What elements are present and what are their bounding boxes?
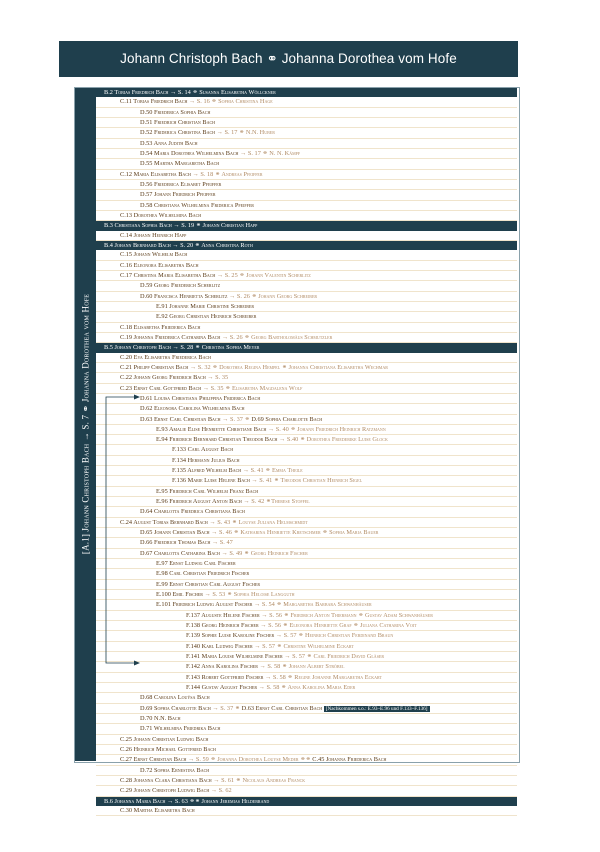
person-row — [96, 118, 517, 128]
person-row — [96, 415, 517, 425]
person-name: C.11 Tobias Friedrich Bach — [120, 98, 188, 106]
page-reference-link[interactable]: → S. 46 ⚭ Katharina Henriette Kretschmer ⚭ Sophia Maria Bauer — [209, 529, 379, 537]
person-name: E.92 Georg Christian Heinrich Schreiber — [156, 313, 257, 321]
person-row — [96, 755, 517, 765]
person-name: F.136 Marie Luise Helene Bach — [172, 477, 250, 485]
person-name: D.66 Friedrich Thomas Bach — [140, 539, 211, 547]
person-row — [96, 333, 517, 343]
person-name: C.13 Dorothea Wilhelmina Bach — [120, 211, 202, 219]
person-name: D.69 Sophia Charlotte Bach — [140, 704, 211, 712]
person-row — [96, 231, 517, 241]
person-name: B.2 Tobias Friedrich Bach → S. 14 ⚭ Susanna Elisabetha Wöllckner — [104, 89, 276, 96]
person-row — [96, 180, 517, 190]
person-row — [96, 786, 517, 796]
person-name: D.59 Georg Friederich Scherlitz — [140, 282, 221, 290]
person-name: D.62 Eleonora Carolina Wilhelmina Bach — [140, 405, 245, 413]
person-name: D.50 Friederica Sophia Bach — [140, 108, 211, 116]
person-name: C.14 Johann Heinrich Happ — [120, 231, 187, 239]
page-title-text: Johann Christoph Bach ⚭ Johanna Dorothea vom Hofe — [120, 51, 457, 66]
person-name: E.91 Johanne Marie Christine Schreiber — [156, 302, 254, 310]
page-reference-link[interactable]: → S. 41 ⚭ Theodor Christian Heinrich Sigel — [249, 477, 363, 485]
person-name: C.25 Johann Christian Ludwig Bach — [120, 735, 209, 743]
page-reference-link[interactable]: → S. 43 ⚭ Louyse Juliana Helmschmidt — [207, 518, 308, 526]
person-row — [96, 590, 517, 600]
person-row — [96, 292, 517, 302]
person-name: D.72 Sophia Ernestina Bach — [140, 766, 210, 774]
person-row — [96, 211, 517, 221]
person-name: C.29 Johann Christoph Ludwig Bach — [120, 787, 210, 795]
person-row — [96, 507, 517, 517]
person-row — [96, 476, 517, 486]
page-reference-link[interactable]: → S. 18 ⚭ Andreas Pfeiffer — [190, 170, 263, 178]
page-reference-link[interactable]: → S. 35 ⚭ Elisabetha Magdalena Wolf — [201, 384, 303, 392]
person-row — [96, 538, 517, 548]
person-row — [96, 435, 517, 445]
page-reference-link[interactable]: → S. 40 ⚭ Johann Friedrich Heinrich Ratzmann — [266, 425, 386, 433]
person-row — [96, 776, 517, 786]
person-row — [96, 373, 517, 383]
person-name: E.101 Friedrich Ludwig August Fischer — [156, 601, 253, 609]
person-row — [96, 745, 517, 755]
page-reference-link[interactable]: → S. 37 ⚭ — [220, 415, 252, 423]
person-name: C.26 Heinrich Michael Gottfried Bach — [120, 746, 216, 753]
person-row — [96, 673, 517, 683]
page-reference-link[interactable]: → S. 26 ⚭ Georg Bartholomäus Schmutzler — [220, 333, 333, 341]
person-name: C.18 Elisabetha Friederica Bach — [120, 323, 201, 331]
person-row — [96, 693, 517, 703]
person-name: F.138 Georg Heinrich Fischer — [186, 622, 259, 630]
person-name: F.134 Hermann Julius Bach — [172, 456, 240, 464]
person-name: F.137 Auguste Helene Fischer — [186, 611, 260, 619]
ancestor-label: [A.1] Johann Christoph Bach → S. 7 ⚭ Johanna Dorothea vom Hofe — [80, 293, 91, 555]
person-row — [96, 353, 517, 363]
person-name: D.71 Wilhelmina Friedrika Bach — [140, 725, 221, 733]
page-reference-link[interactable]: → S. 58 ⚭ Anna Karolina Maria Eder — [257, 684, 356, 692]
person-name: D.51 Friedrich Christian Bach — [140, 118, 216, 126]
person-name: C.30 Martha Elisabetha Bach — [120, 806, 195, 814]
person-name: C.15 Johann Wilhelm Bach — [120, 251, 188, 259]
page-reference-link[interactable]: → S. 35 — [205, 374, 229, 382]
person-row — [96, 456, 517, 466]
person-row — [96, 445, 517, 455]
person-row — [96, 261, 517, 271]
person-name: F.142 Anna Karolina Fischer — [186, 663, 258, 671]
page-reference-link[interactable]: → S. 57 ⚭ Christine Wilhelmine Eckart — [252, 642, 354, 650]
person-row — [96, 323, 517, 333]
person-name: C.20 Eva Elisabetha Friederica Bach — [120, 353, 212, 361]
person-row — [96, 159, 517, 169]
person-name: E.95 Friedrich Carl Wilhelm Franz Bach — [156, 487, 259, 495]
page-reference-link[interactable]: → S. 56 ⚭ Eleonora Henriette Graf ⚭ Juliana Catharina Voit — [258, 622, 417, 630]
generation-header-row — [96, 221, 517, 230]
person-name: D.64 Charlotta Friedrica Christiana Bach — [140, 508, 245, 516]
person-name: D.61 Louisa Christiana Philippina Friderica Bach — [140, 394, 261, 402]
page-reference-link[interactable]: → S. 17 ⚭ N. N. Kämpf — [238, 149, 301, 157]
arrowhead-icon — [134, 395, 140, 400]
page-reference-link[interactable]: → S. 59 ⚭ Johanna Dorothea Louyse Meder ⚭⚭ — [186, 756, 313, 764]
page-reference-link[interactable]: → S. 53 ⚭ Sophia Heloise Langguth — [202, 591, 295, 599]
person-row — [96, 806, 517, 816]
person-row — [96, 312, 517, 322]
person-row — [96, 302, 517, 312]
person-row — [96, 580, 517, 590]
person-name: D.67 Charlotta Catharina Bach — [140, 549, 220, 557]
page-reference-link[interactable]: → S. 57 ⚭ Carl Friedrich David Gläser — [282, 653, 385, 661]
page-reference-link[interactable]: → S. 42 ⚭Therese Stoffel — [241, 498, 310, 506]
person-row — [96, 149, 517, 159]
spouse-cross-reference: D.63 Ernst Carl Christian Bach — [241, 704, 323, 712]
page-reference-link[interactable]: → S. 54 ⚭ Margaretha Barbara Schwanhäuser — [252, 601, 372, 609]
person-name: E.99 Ernst Christian Carl August Fischer — [156, 580, 260, 588]
person-name: C.16 Eleonora Elisabetha Bach — [120, 261, 199, 269]
person-name: C.12 Maria Elisabetha Bach — [120, 170, 191, 178]
generation-header-row — [96, 343, 517, 352]
person-row — [96, 569, 517, 579]
person-name: D.65 Johann Christian Bach — [140, 529, 210, 537]
person-row — [96, 652, 517, 662]
person-row — [96, 139, 517, 149]
person-row — [96, 735, 517, 745]
person-name: B.6 Johanna Maria Bach → S. 63 ⚭⚭ Johann Jeremias Hildebrand — [104, 797, 270, 805]
person-row — [96, 97, 517, 107]
generation-header-row — [96, 797, 517, 806]
person-name: D.63 Ernst Carl Christian Bach — [140, 415, 221, 423]
person-row — [96, 170, 517, 180]
person-name: D.53 Anna Judith Bach — [140, 139, 198, 147]
person-row — [96, 714, 517, 724]
page-reference-link[interactable]: → S. 37 ⚭ — [210, 704, 242, 712]
person-name: B.5 Johann Christoph Bach → S. 28 ⚭ Christina Sophia Meyer — [104, 344, 260, 352]
person-name: E.100 Emil Fischer — [156, 591, 203, 599]
page-reference-link[interactable]: → S. 26 ⚭ Johann Georg Schreiber — [227, 292, 318, 300]
descendants-note: [Nachkommen s.o.: E.93–E.96 und F.133–F.136] — [325, 705, 428, 712]
person-row — [96, 497, 517, 507]
person-row — [96, 271, 517, 281]
person-name: E.98 Carl Christian Friedrich Fischer — [156, 570, 250, 578]
person-name: C.27 Ernst Christian Bach — [120, 756, 187, 764]
person-name: D.55 Martha Margaretha Bach — [140, 160, 220, 168]
person-row — [96, 683, 517, 693]
person-name: F.140 Karl Ludwig Fischer — [186, 642, 253, 650]
page-reference-link[interactable]: → S. 61 ⚭ Nicolaus Andreas Franck — [211, 776, 306, 784]
person-row — [96, 704, 517, 714]
person-name: C.22 Johann Georg Friedrich Bach — [120, 374, 206, 382]
page-title — [59, 41, 518, 77]
person-name: D.56 Friederica Elisabet Pfeiffer — [140, 180, 222, 188]
person-name: D.57 Johann Friedrich Pfeiffer — [140, 191, 216, 199]
person-row — [96, 518, 517, 528]
page-reference-link[interactable]: → S. 41 ⚭ Emma Theile — [241, 467, 303, 475]
page-reference-link[interactable]: → S. 62 — [209, 787, 232, 795]
cross-reference-connector — [96, 392, 146, 668]
person-row — [96, 394, 517, 404]
person-row — [96, 281, 517, 291]
person-row — [96, 404, 517, 414]
generation-header-row — [96, 88, 517, 97]
person-row — [96, 466, 517, 476]
page-reference-link[interactable]: → S.40 ⚭ Dorothea Friederike Luise Glock — [277, 436, 388, 444]
page-reference-link[interactable]: → S. 49 ⚭ Georg Heinrich Fischer — [219, 549, 308, 557]
page-reference-link[interactable]: → S. 16 ⚭ Sophia Christina Hage — [187, 98, 273, 106]
person-row — [96, 384, 517, 394]
person-row — [96, 611, 517, 621]
person-row — [96, 766, 517, 776]
person-row — [96, 128, 517, 138]
person-name: B.4 Johann Bernhard Bach → S. 20 ⚭ Anna Christina Roth — [104, 241, 253, 249]
person-name: D.54 Maria Dorothea Wilhelmina Bach — [140, 149, 239, 157]
page-reference-link[interactable]: → S. 57 ⚭ Heinrich Christian Ferdinand Braun — [274, 632, 394, 640]
person-name: C.23 Ernst Carl Gottfried Bach — [120, 384, 202, 392]
person-row — [96, 108, 517, 118]
person-name: F.139 Sophie Luise Karoline Fischer — [186, 632, 275, 640]
person-row — [96, 621, 517, 631]
spouse-cross-reference: C.45 Johanna Friederica Bach — [312, 756, 387, 764]
person-row — [96, 559, 517, 569]
person-name: B.3 Christiana Sophia Bach → S. 19 ⚭ Johann Christian Happ — [104, 222, 258, 230]
person-row — [96, 549, 517, 559]
person-row — [96, 201, 517, 211]
person-name: D.68 Carolina Louÿsa Bach — [140, 694, 210, 702]
person-row — [96, 190, 517, 200]
person-name: D.52 Friderica Christina Bach — [140, 129, 216, 137]
person-row — [96, 642, 517, 652]
person-name: F.143 Robert Gottfried Fischer — [186, 673, 264, 681]
person-name: E.97 Ernst Ludwig Carl Fischer — [156, 560, 236, 568]
person-name: D.70 N.N. Bach — [140, 715, 181, 723]
person-name: F.144 Gustav August Fischer — [186, 684, 258, 692]
person-name: F.135 Alfred Wilhelm Bach — [172, 467, 242, 475]
person-name: C.19 Johanna Friederica Catharina Bach — [120, 333, 221, 341]
page-reference-link[interactable]: → S. 58 ⚭ Regine Johanne Margaretha Eckart — [263, 673, 382, 681]
person-name: E.93 Amalie Elise Henriette Christiane Bach — [156, 425, 267, 433]
page-reference-link[interactable]: → S. 56 ⚭ Friedrich Anton Thiermann ⚭ Gustav Adam Schwanhäuser — [259, 611, 433, 619]
person-name: F.133 Carl August Bach — [172, 446, 234, 454]
person-row — [96, 250, 517, 260]
person-row — [96, 528, 517, 538]
person-name: C.21 Philipp Christian Bach — [120, 363, 189, 371]
person-row — [96, 631, 517, 641]
page-reference-link[interactable]: → S. 25 ⚭ Johann Valentin Scherlitz — [215, 271, 311, 279]
person-name: D.60 Francisca Henrietta Scherlitz — [140, 292, 228, 300]
page-reference-link[interactable]: → S. 17 ⚭ N.N. Huber — [215, 129, 275, 137]
descendant-list — [96, 88, 517, 816]
page-reference-link[interactable]: → S. 58 ⚭ Johann Albert Ströbel — [257, 663, 345, 671]
person-row — [96, 363, 517, 373]
page-reference-link[interactable]: → S. 32 ⚭ Dorothea Regina Hempel ⚭ Johanna Christiana Elisabetha Wechmar — [188, 363, 388, 371]
person-name: C.28 Johanna Clara Christiana Bach — [120, 776, 212, 784]
person-row — [96, 662, 517, 672]
person-name: E.96 Friedrich August Anton Bach — [156, 498, 242, 506]
person-row — [96, 425, 517, 435]
person-name: D.58 Christiana Wilhelmina Friderica Pfeiffer — [140, 201, 254, 209]
person-name: E.94 Friedrich Bernhard Christian Theodor Bach — [156, 436, 278, 444]
person-row — [96, 487, 517, 497]
person-row — [96, 600, 517, 610]
person-name: F.141 Maria Louise Wilhelmine Fischer — [186, 653, 283, 661]
arrowhead-icon — [134, 661, 140, 666]
page-reference-link[interactable]: → S. 47 — [210, 539, 233, 547]
generation-header-row — [96, 241, 517, 250]
person-row — [96, 724, 517, 734]
person-name: C.24 August Tobias Bernhard Bach — [120, 518, 208, 526]
spouse-cross-reference: D.69 Sophia Charlotte Bach — [251, 415, 323, 423]
person-name: C.17 Christina Maria Elisabetha Bach — [120, 271, 216, 279]
